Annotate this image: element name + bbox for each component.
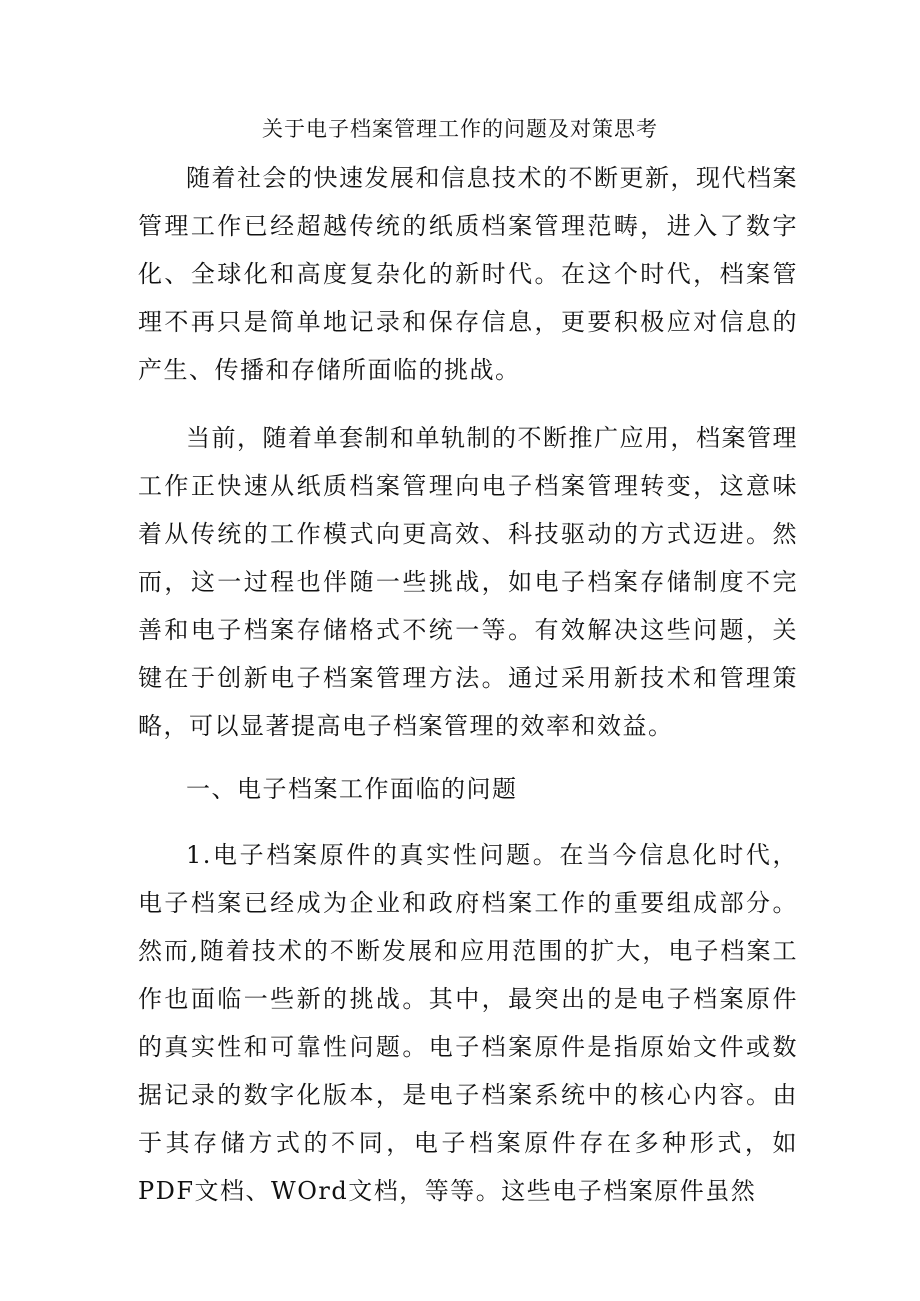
section-paragraph: 1.电子档案原件的真实性问题。在当今信息化时代，电子档案已经成为企业和政府档案工作的重要组成部分。然而,随着技术的不断发展和应用范围的扩大，电子档案工作也面临一些新的挑战。其中，最突出的是电子档案原件的真实性和可靠性问题。电子档案原件是指原始文件或数据记录的数字化版本，是电子档案系统中的核心内容。由于其存储方式的不同，电子档案原件存在多种形式，如PDF文档、WOrd文档，等等。这些电子档案原件虽然	[138, 841, 798, 1205]
document-title: 关于电子档案管理工作的问题及对策思考	[262, 117, 658, 141]
intro-paragraph: 随着社会的快速发展和信息技术的不断更新，现代档案管理工作已经超越传统的纸质档案管理范畴，进入了数字化、全球化和高度复杂化的新时代。在这个时代，档案管理不再只是简单地记录和保存信息，更要积极应对信息的产生、传播和存储所面临的挑战。	[138, 164, 798, 384]
section-heading: 一、电子档案工作面临的问题	[186, 775, 518, 803]
context-paragraph: 当前，随着单套制和单轨制的不断推广应用，档案管理工作正快速从纸质档案管理向电子档案管理转变，这意味着从传统的工作模式向更高效、科技驱动的方式迈进。然而，这一过程也伴随一些挑战，如电子档案存储制度不完善和电子档案存储格式不统一等。有效解决这些问题，关键在于创新电子档案管理方法。通过采用新技术和管理策略，可以显著提高电子档案管理的效率和效益。	[138, 424, 798, 740]
